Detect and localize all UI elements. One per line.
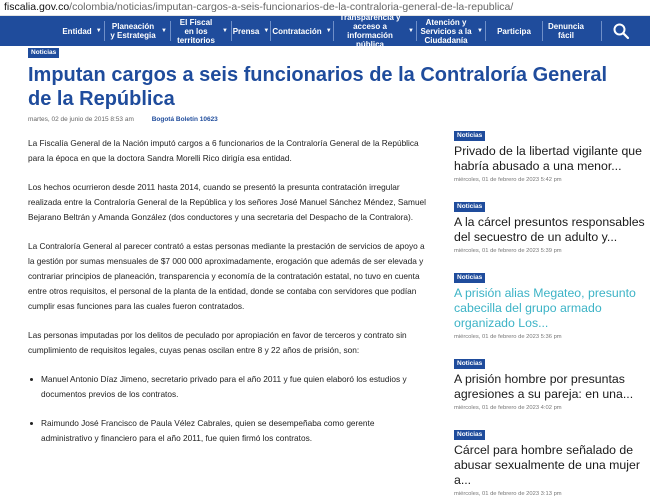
article-source[interactable]: Bogotá Boletín 10623 (151, 116, 218, 123)
nav-item-label: Denuncia fácil (547, 22, 584, 40)
nav-item-entidad[interactable] (60, 16, 104, 46)
article-paragraph: Las personas imputadas por los delitos de peculado por apropiación en favor de terceros y contrato sin cumplimiento de requisitos legales, cuyas penas oscilan entre 8 y 22 años de prisión, son: (28, 330, 407, 355)
nav-item-transparencia[interactable] (335, 13, 415, 49)
nav-item-label: Entidad (62, 26, 92, 36)
nav-item-fiscal-territorios[interactable] (172, 16, 230, 46)
chevron-down-icon: ▼ (161, 27, 167, 34)
nav-item-label: El Fiscal en los territorios (177, 17, 215, 45)
news-card-date: miércoles, 01 de febrero de 2023 3:13 pm (454, 491, 562, 497)
news-card[interactable] (454, 124, 650, 183)
related-news-sidebar (454, 124, 650, 497)
nav-item-label: Participa (497, 26, 531, 36)
category-tag[interactable]: Noticias (454, 273, 485, 283)
article-date: martes, 02 de junio de 2015 8:53 am (28, 116, 134, 123)
news-card-title[interactable]: A la cárcel presuntos responsables del secuestro de un adulto y... (454, 215, 645, 244)
news-card-title[interactable]: A prisión alias Megateo, presunto cabecilla del grupo armado organizado Los... (454, 286, 636, 330)
article-paragraph: La Fiscalía General de la Nación imputó cargos a 6 funcionarios de la Contraloría General de la República para la época en que la doctora Sandra Morelli Rico dirigía esa entidad. (28, 138, 419, 163)
list-item: Raimundo José Francisco de Paula Vélez Cabrales, quien se desempeñaba como gerente administrativo y financiero para el año 2011, fue quien firmó los contratos. (28, 416, 426, 446)
nav-divider (270, 21, 271, 41)
main-nav (0, 13, 650, 49)
category-tag[interactable]: Noticias (28, 48, 59, 58)
url-path: /colombia/noticias/imputan-cargos-a-seis-funcionarios-de-la-contraloria-general-de-la-republica/ (69, 1, 514, 13)
news-card[interactable] (454, 195, 650, 254)
news-card-date: miércoles, 01 de febrero de 2023 4:02 pm (454, 405, 562, 411)
chevron-down-icon: ▼ (263, 27, 270, 34)
nav-divider (170, 21, 171, 41)
nav-item-planeacion[interactable] (107, 16, 169, 46)
news-card-date: miércoles, 01 de febrero de 2023 5:42 pm (454, 177, 562, 183)
news-card-date: miércoles, 01 de febrero de 2023 5:39 pm (454, 248, 562, 254)
nav-item-participa[interactable] (487, 16, 541, 46)
nav-item-label: Atención y Servicios a la Ciudadanía (420, 17, 472, 45)
nav-divider (333, 21, 334, 41)
category-tag[interactable]: Noticias (454, 430, 485, 440)
news-card-title[interactable]: Cárcel para hombre señalado de abusar sexualmente de una mujer a... (454, 443, 640, 487)
nav-item-label: Contratación (272, 26, 322, 36)
chevron-down-icon: ▼ (408, 27, 414, 34)
url-text[interactable] (4, 1, 513, 13)
nav-item-atencion[interactable] (418, 16, 484, 46)
nav-item-label: Planeación y Estrategia (110, 22, 156, 40)
news-card-title[interactable]: Privado de la libertad vigilante que habría abusado a una menor... (454, 144, 642, 173)
news-card-title[interactable]: A prisión hombre por presuntas agresiones a su pareja: en una... (454, 372, 634, 401)
article-paragraph: Los hechos ocurrieron desde 2011 hasta 2014, cuando se presentó la presunta contratación irregular realizada entre la Contraloría General de la República y los señores José Manuel Sánchez Méndez, Samuel Bejarano Beltrán y Amanda González (dos conductores y una secretaria del Despacho de la Contralora). (28, 182, 427, 222)
chevron-down-icon: ▼ (95, 27, 102, 34)
nav-item-prensa[interactable] (233, 16, 269, 46)
category-tag[interactable]: Noticias (454, 131, 485, 141)
news-card[interactable] (454, 266, 650, 340)
category-tag[interactable]: Noticias (454, 202, 485, 212)
nav-item-label: Transparencia y acceso a información pública (339, 13, 401, 49)
nav-divider (542, 21, 543, 41)
category-tag[interactable]: Noticias (454, 359, 485, 369)
article-meta (28, 116, 218, 123)
url-host: fiscalia.gov.co (4, 1, 70, 13)
article-paragraph: La Contraloría General al parecer contrató a estas personas mediante la prestación de servicios de apoyo a la gestión por sumas mensuales de $7 000 000 aproximadamente, erogación que además de ser elevada y contrariar principios de planeación, transparencia y economía de la contratación estatal, no tuvo en cuenta entre otros requisitos, el personal de la planta de la entidad, donde se contaba con servidores que podían cumplir esas funciones para las cuales fueron contratados. (28, 241, 425, 311)
chevron-down-icon: ▼ (477, 27, 483, 34)
article-body (28, 136, 426, 460)
search-icon[interactable] (612, 22, 630, 40)
address-bar[interactable] (0, 0, 650, 16)
news-card[interactable] (454, 352, 650, 411)
chevron-down-icon: ▼ (222, 27, 228, 34)
nav-divider (416, 21, 417, 41)
nav-item-denuncia-facil[interactable] (544, 16, 588, 46)
accused-list (28, 372, 426, 446)
nav-item-label: Prensa (232, 26, 260, 36)
news-card[interactable] (454, 423, 650, 497)
list-item: Manuel Antonio Díaz Jimeno, secretario privado para el año 2011 y fue quien elaboró los estudios y documentos previos de los contratos. (28, 372, 426, 402)
page-title: Imputan cargos a seis funcionarios de la Contraloría General de la República (28, 64, 608, 110)
nav-divider (485, 21, 486, 41)
news-card-date: miércoles, 01 de febrero de 2023 5:36 pm (454, 334, 562, 340)
chevron-down-icon: ▼ (325, 27, 332, 34)
nav-divider (601, 21, 602, 41)
nav-divider (104, 21, 105, 41)
nav-item-contratacion[interactable] (272, 16, 332, 46)
